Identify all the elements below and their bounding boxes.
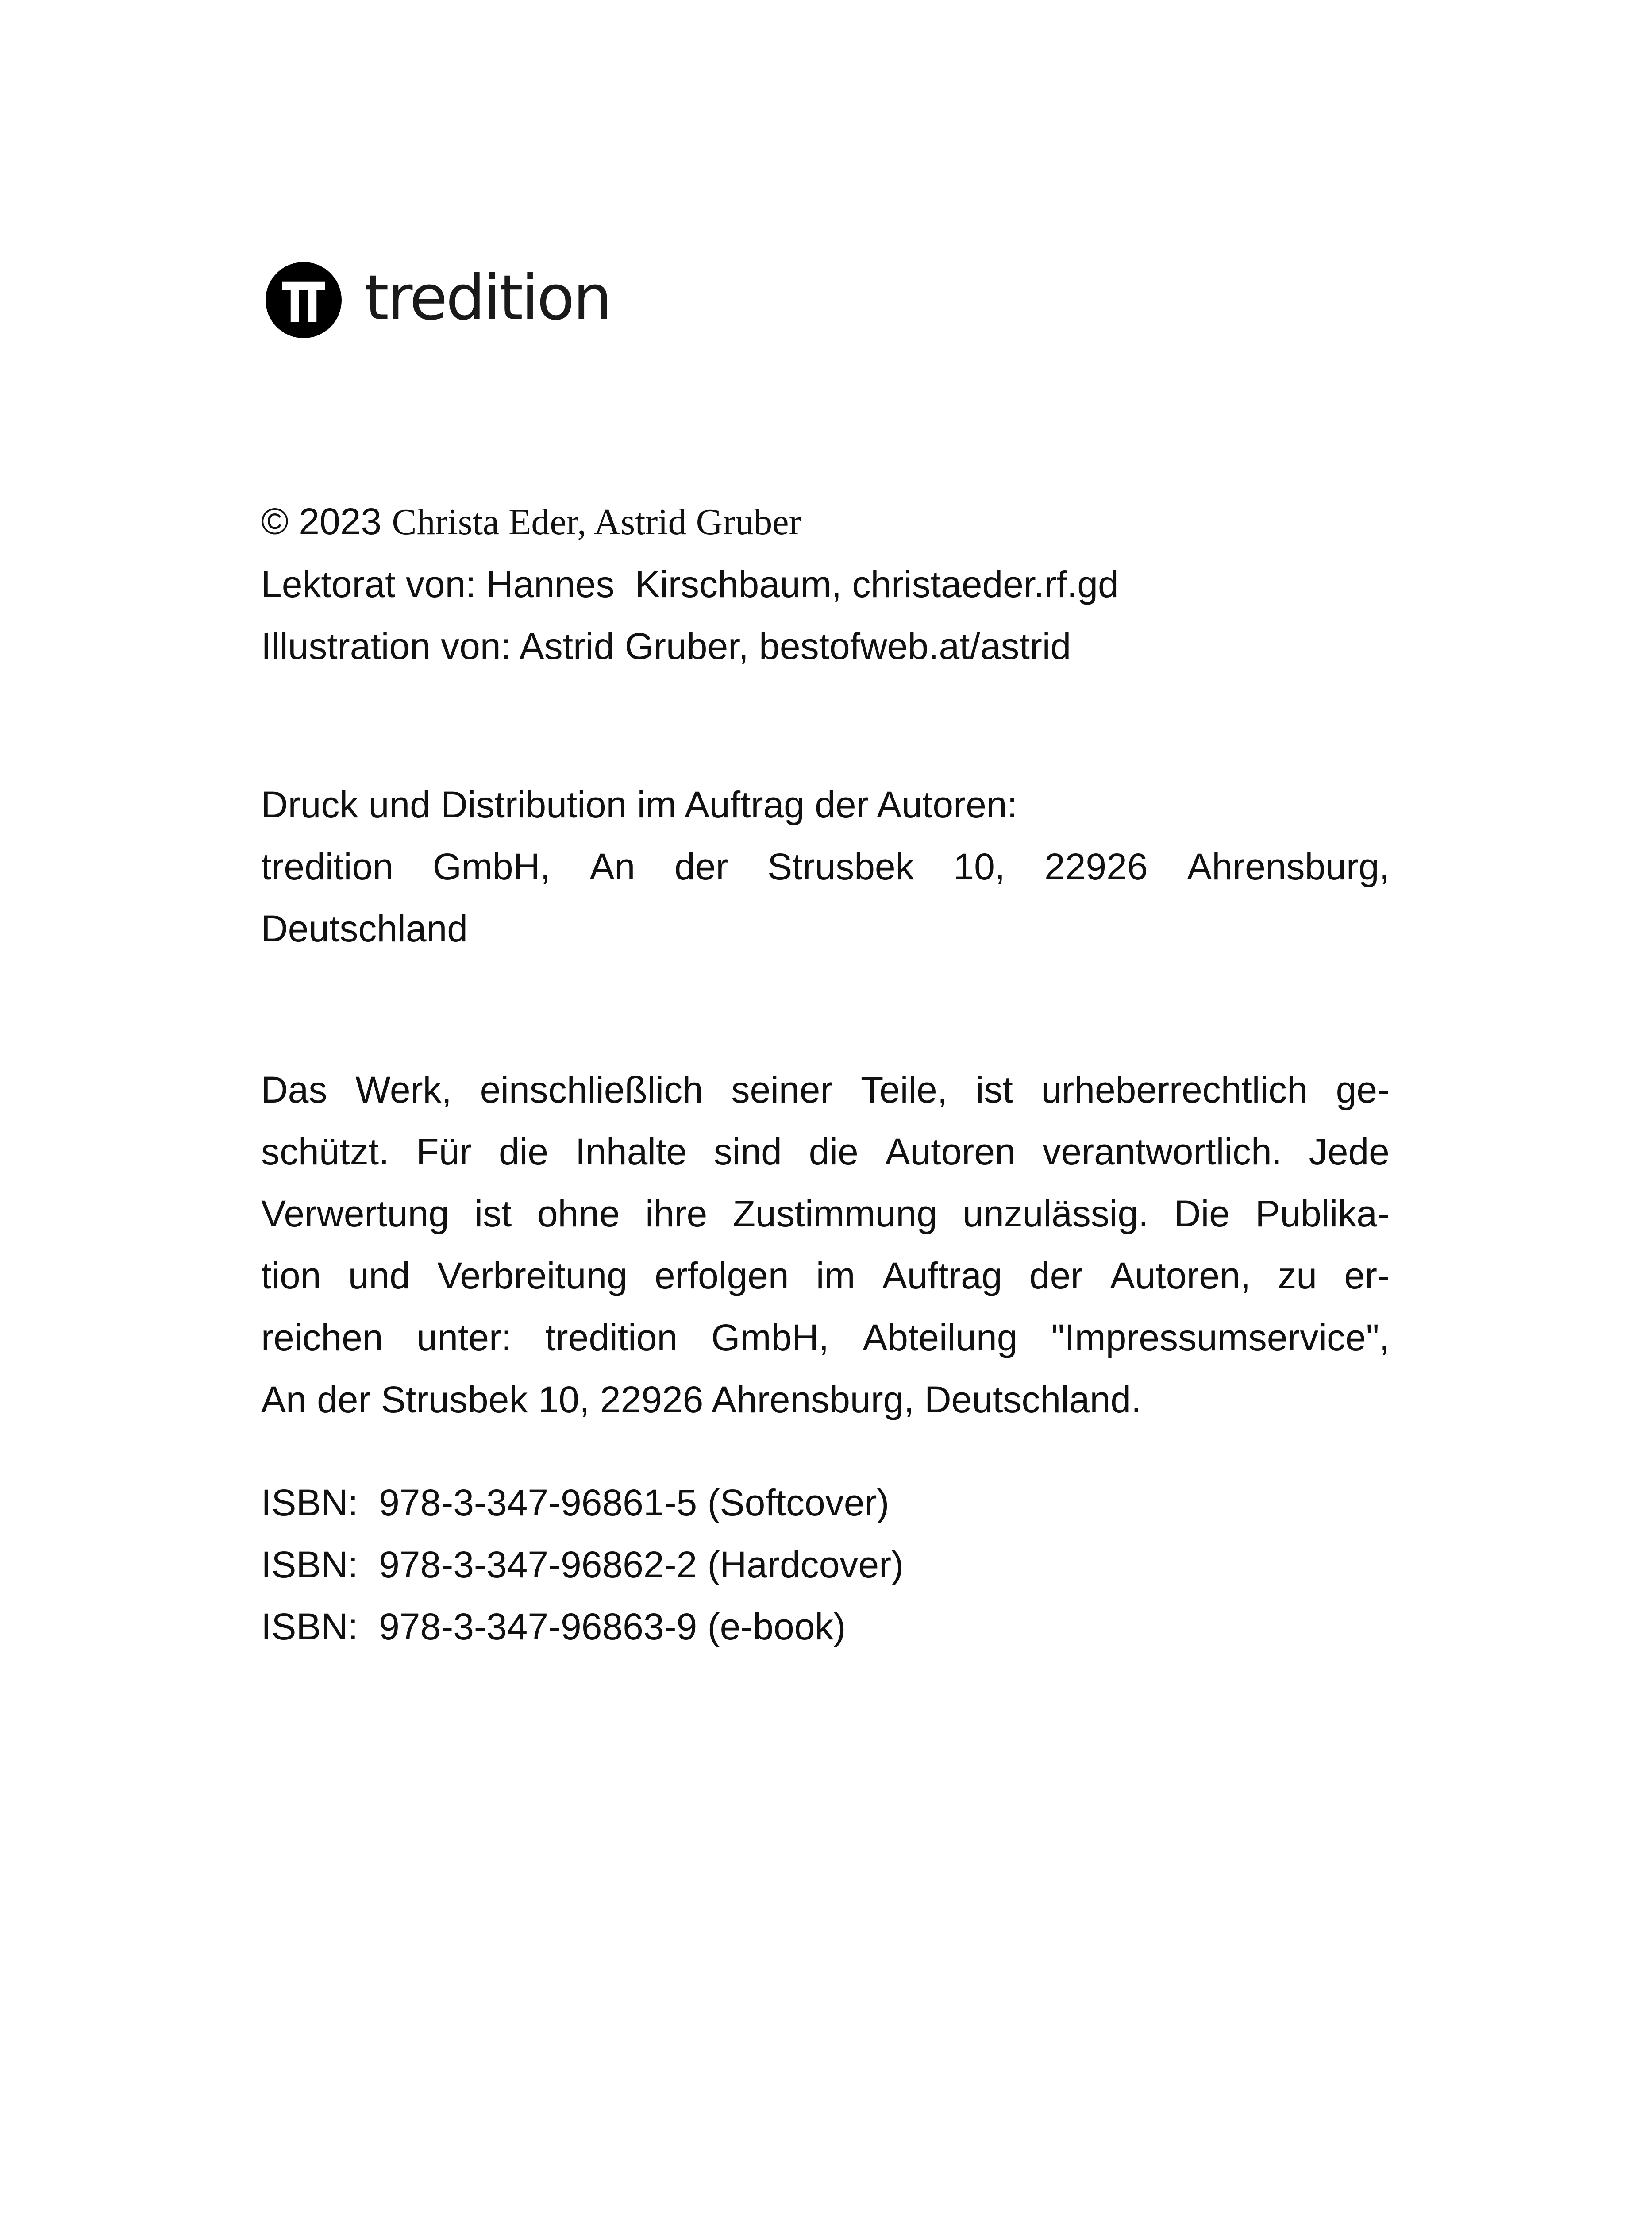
legal-word: urheberrechtlich [1041,1069,1308,1110]
legal-word: zu [1278,1255,1317,1296]
address-word: 22926 [1044,846,1148,887]
isbn-ebook: ISBN: 978-3-347-96863-9 (e-book) [261,1606,846,1647]
legal-word: "Impressumservice", [1051,1317,1390,1358]
legal-word: sind [713,1131,782,1172]
logo-wordmark: tredition [365,262,611,334]
legal-word: Die [1174,1193,1230,1234]
legal-word: Autoren, [1110,1255,1251,1296]
legal-word: ohne [537,1193,620,1234]
legal-line [261,1307,1390,1369]
legal-word: Für [416,1131,472,1172]
legal-word: reichen [261,1317,383,1358]
legal-justified-lines [261,1059,1390,1369]
legal-word: Autoren [885,1131,1016,1172]
print-country: Deutschland [261,908,468,949]
legal-word: Werk, [355,1069,452,1110]
legal-word: Jede [1309,1131,1390,1172]
legal-word: GmbH, [711,1317,829,1358]
legal-word: Publika- [1255,1193,1390,1234]
legal-line [261,1245,1390,1307]
print-distribution-block [261,774,1390,960]
legal-word: Verwertung [261,1193,449,1234]
publisher-logo [266,262,610,338]
legal-word: die [498,1131,549,1172]
address-word: GmbH, [432,846,551,887]
legal-word: im [816,1255,855,1296]
legal-word: ist [975,1069,1013,1110]
copyright-year: © 2023 [261,501,382,542]
address-word: 10, [953,846,1005,887]
copyright-line [261,490,1390,553]
address-word: tredition [261,846,393,887]
legal-word: Teile, [861,1069,948,1110]
legal-word: Zustimmung [732,1193,937,1234]
print-heading: Druck und Distribution im Auftrag der Autoren: [261,784,1017,825]
legal-word: Inhalte [575,1131,687,1172]
legal-word: verantwortlich. [1042,1131,1282,1172]
isbn-list [261,1472,1390,1658]
legal-word: ihre [645,1193,708,1234]
editing-credit: Lektorat von: Hannes Kirschbaum, christaeder.rf.gd [261,563,1119,605]
legal-line [261,1183,1390,1245]
legal-word: unter: [416,1317,512,1358]
legal-last-line: An der Strusbek 10, 22926 Ahrensburg, Deutschland. [261,1379,1142,1420]
address-word: Strusbek [767,846,914,887]
legal-word: schützt. [261,1131,389,1172]
isbn-softcover: ISBN: 978-3-347-96861-5 (Softcover) [261,1482,890,1523]
tredition-logo-icon [266,262,342,338]
legal-word: Auftrag [882,1255,1002,1296]
legal-word: seiner [731,1069,833,1110]
address-word: der [674,846,728,887]
legal-word: ge- [1336,1069,1390,1110]
legal-line [261,1059,1390,1121]
legal-notice [261,1059,1390,1430]
legal-word: die [809,1131,859,1172]
legal-word: Das [261,1069,327,1110]
illustration-credit: Illustration von: Astrid Gruber, bestofweb.at/astrid [261,625,1071,667]
legal-word: und [348,1255,410,1296]
legal-word: Verbreitung [437,1255,628,1296]
copyright-authors: Christa Eder, Astrid Gruber [392,501,801,543]
legal-word: erfolgen [655,1255,789,1296]
legal-word: unzulässig. [963,1193,1149,1234]
legal-word: er- [1344,1255,1390,1296]
address-word: Ahrensburg, [1187,846,1390,887]
legal-word: Abteilung [863,1317,1018,1358]
isbn-hardcover: ISBN: 978-3-347-96862-2 (Hardcover) [261,1544,904,1585]
print-address [261,836,1390,898]
legal-word: ist [474,1193,512,1234]
legal-word: der [1029,1255,1083,1296]
legal-line [261,1121,1390,1183]
address-word: An [589,846,635,887]
legal-word: tredition [545,1317,678,1358]
legal-word: einschließlich [480,1069,703,1110]
copyright-block [261,490,1390,677]
legal-word: tion [261,1255,321,1296]
